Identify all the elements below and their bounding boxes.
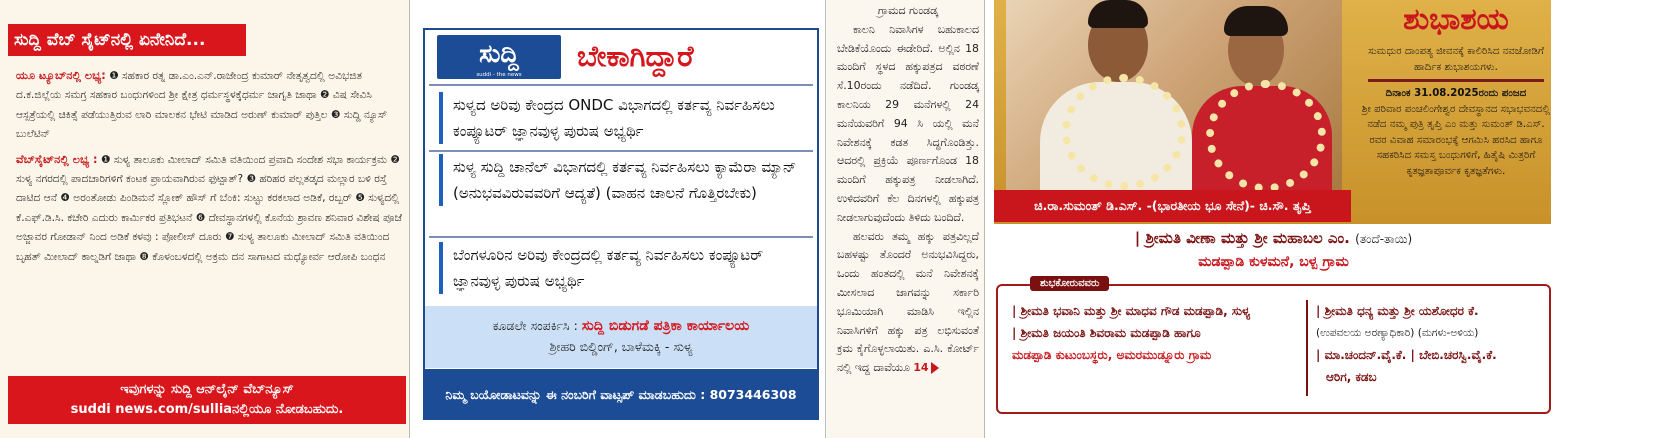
website-section-label: ವೆಬ್‌ಸೈಟ್‌ನಲ್ಲಿ ಲಭ್ಯ : bbox=[16, 152, 98, 166]
wanted-ad-title: ಬೇಕಾಗಿದ್ದಾರೆ bbox=[577, 39, 694, 73]
job-item-ondc: ಸುಳ್ಯದ ಅರಿವು ಕೇಂದ್ರದ ONDC ವಿಭಾಗದಲ್ಲಿ ಕರ್ತವ್ಯ ನಿರ್ವಹಿಸಲು ಕಂಪ್ಯೂಟರ್ ಜ್ಞಾನವುಳ್ಳ ಪುರುಷ ಅಭ್ಯರ್ಥಿ bbox=[439, 92, 807, 144]
greeting-panel bbox=[1356, 0, 1556, 220]
parents-names-text: ಶ್ರೀಮತಿ ವೀಣಾ ಮತ್ತು ಶ್ರೀ ಮಹಾಬಲ ಎಂ. bbox=[1145, 229, 1350, 247]
well-wishers-right bbox=[1316, 300, 1546, 388]
website-highlights-column bbox=[0, 0, 410, 438]
website-highlights-body bbox=[16, 66, 404, 272]
bride-hair bbox=[1224, 6, 1288, 36]
divider bbox=[1306, 300, 1308, 396]
well-wishers-left bbox=[1012, 300, 1300, 366]
contact-office-name: ಸುದ್ದಿ ಬಿಡುಗಡೆ ಪತ್ರಿಕಾ ಕಾರ್ಯಾಲಯ bbox=[581, 318, 750, 334]
suddi-logo-text: ಸುದ್ದಿ bbox=[479, 39, 519, 68]
groom-hair bbox=[1088, 0, 1148, 28]
well-wisher-entry: | ಶ್ರೀಮತಿ ಜಯಂತಿ ಶಿವರಾಮ ಮಡಪ್ಪಾಡಿ ಹಾಗೂ bbox=[1012, 326, 1201, 340]
news-article-body bbox=[837, 2, 979, 378]
whatsapp-number-banner[interactable]: ನಿಮ್ಮ ಬಯೋಡಾಟವನ್ನು ಈ ನಂಬರಿಗೆ ವಾಟ್ಸಪ್ ಮಾಡಬಹುದು : 8073446308 bbox=[425, 369, 817, 420]
youtube-section-text: ❶ ಸಹಕಾರ ರತ್ನ ಡಾ.ಎಂ.ಎನ್.ರಾಜೇಂದ್ರ ಕುಮಾರ್ ನೇತೃತ್ವದಲ್ಲಿ ಅವಿಭಜಿತ ದ.ಕ.ಜಿಲ್ಲೆಯ ಸಮಗ್ರ ಸಹಕಾರ ಬಂಧುಗಳಿಂದ ಶ್ರೀ ಕ್ಷೇತ್ರ ಧರ್ಮಸ್ಥಳಕ್ಕೆಧರ್ಮ ಜಾಗೃತಿ ಜಾಥಾ ❷ ವಿಷ ಸೇವಿಸಿ ಆಸ್ಪತ್ರೆಯಲ್ಲಿ ಚಿಕಿತ್ಸೆ ಪಡೆಯುತ್ತಿರುವ ಲಾರಿ ಮಾಲಕನ ಭೇಟಿ ಮಾಡಿದ ಅರುಣ್ ಕುಮಾರ್ ಪುತ್ತಿಲ ❸ ಸುದ್ದಿ ನ್ಯೂಸ್ ಬುಲೆಟಿನ್ bbox=[16, 70, 388, 141]
well-wisher-place: ಮಡಪ್ಪಾಡಿ ಕುಟುಂಬಸ್ಥರು, ಅಮರಮುಡ್ನೂರು ಗ್ರಾಮ bbox=[1012, 348, 1212, 362]
divider bbox=[429, 236, 813, 238]
wanted-ad bbox=[423, 28, 819, 420]
parents-relation: (ತಂದೆ-ತಾಯಿ) bbox=[1355, 232, 1413, 246]
parents-names bbox=[996, 226, 1551, 251]
bride-garland bbox=[1206, 80, 1326, 190]
well-wisher-entry bbox=[1012, 344, 1300, 366]
page-margin bbox=[1551, 0, 1661, 438]
contact-line bbox=[425, 316, 817, 336]
youtube-section bbox=[16, 66, 404, 145]
well-wisher-relation: (ಉಪವಲಯ ಅರಣ್ಯಾಧಿಕಾರಿ) (ಮಗಳು-ಅಳಿಯ) bbox=[1316, 327, 1479, 339]
news-article-column bbox=[827, 0, 985, 438]
website-highlights-heading: ಸುದ್ದಿ ವೆಬ್ ಸೈಟ್‌ನಲ್ಲಿ ಏನೇನಿದೆ... bbox=[8, 24, 246, 56]
continue-arrow-icon[interactable] bbox=[931, 362, 939, 374]
divider bbox=[1368, 79, 1544, 82]
website-section bbox=[16, 150, 404, 267]
parents-block bbox=[996, 226, 1551, 274]
youtube-section-label: ಯೂ ಟ್ಯೂಬ್‌ನಲ್ಲಿ ಲಭ್ಯ: bbox=[16, 69, 106, 82]
suddi-logo bbox=[437, 35, 561, 79]
article-lead: ಗ್ರಾಮದ ಗುಂಡಡ್ಕ bbox=[877, 4, 939, 17]
well-wishers-box bbox=[996, 278, 1551, 414]
greeting-line2: ಶ್ರೀ ಪರಿವಾರ ಪಂಚಲಿಂಗೇಶ್ವರ ದೇವಸ್ಥಾನದ ಸಭಾಭವನದಲ್ಲಿ ನಡೆದ ನಮ್ಮ ಪುತ್ರಿ ತೃಪ್ತಿ ಎಂ ಮತ್ತು ಸುಮಂತ್ ಡಿ.ಎಸ್. ರವರ ವಿವಾಹ ಸಮಾರಂಭಕ್ಕೆ ಆಗಮಿಸಿ ಹರಸಿದ ಹಾಗೂ ಸಹಕರಿಸಿದ ಸಮಸ್ತ ಬಂಧುಗಳಿಗೆ, ಹಿತೈಷಿ ಮಿತ್ರರಿಗೆ ಕೃತಜ್ಞತಾಪೂರ್ವಕ ಕೃತಜ್ಞತೆಗಳು. bbox=[1361, 103, 1551, 177]
greeting-date: ದಿನಾಂಕ 31.08.2025ರಂದು ಪಂಜದ bbox=[1385, 88, 1527, 99]
wedding-couple-photo bbox=[1006, 0, 1342, 190]
article-paragraph bbox=[837, 228, 979, 378]
website-section-text: ❶ ಸುಳ್ಯ ತಾಲೂಕು ಮೀಲಾದ್ ಸಮಿತಿ ವತಿಯಿಂದ ಪ್ರವಾದಿ ಸಂದೇಶ ಸಭಾ ಕಾರ್ಯಕ್ರಮ ❷ ಸುಳ್ಯ ನಗರದಲ್ಲಿ ಪಾದಚಾರಿಗಳಿಗೆ ಕಂಟಕ ಪ್ರಾಯವಾಗಿರುವ ಫುಟ್ಪಾತ್? ❸ ಹರಿಹರ ಪಲ್ಲತಡ್ಕದ ಮಲ್ಲಾರ ಬಳಿ ರಸ್ತೆ ದಾಟಿದ ಆನೆ ❹ ಅರಂತೋಡು ಪಿಂಡಿಮನೆ ಸ್ಲೋಕ್ ಹೌಸ್ ಗೆ ಬೆಂಕಿ: ಸುಟ್ಟು ಕರಕಲಾದ ಅಡಿಕೆ, ರಬ್ಬರ್ ❺ ಸುಳ್ಯದಲ್ಲಿ ಕೆ.ಎಫ್.ಡಿ.ಸಿ. ಕಚೇರಿ ಎದುರು ಕಾರ್ಮಿಕರ ಪ್ರತಿಭಟನೆ ❻ ದೇವಸ್ಥಾನಗಳಲ್ಲಿ ಕೊನೆಯ ಶ್ರಾವಣ ಶನಿವಾರ ವಿಶೇಷ ಪೂಜೆ ಅಜ್ಜಾವರ ಗೋಡಾನ್ ನಿಂದ ಅಡಿಕೆ ಕಳವು : ಪೋಲೀಸ್ ದೂರು ❼ ಸುಳ್ಯ ತಾಲೂಕು ಮೀಲಾದ್ ಸಮಿತಿ ವತಿಯಿಂದ ಬೃಹತ್ ಮೀಲಾದ್ ಕಾಲ್ನಡಿಗೆ ಜಾಥಾ ❽ ಕೊಳಂಬಳದಲ್ಲಿ ಅಕ್ರಮ ದನ ಸಾಗಾಟದ ಮಧ್ಯೋರ್ವ ಆರೋಪಿ ಬಂಧನ bbox=[16, 153, 403, 263]
well-wisher-name: ಶ್ರೀಮತಿ ಜಯಂತಿ ಶಿವರಾಮ ಮಡಪ್ಪಾಡಿ ಹಾಗೂ bbox=[1020, 326, 1201, 340]
greeting-text bbox=[1360, 44, 1552, 179]
groom-garland bbox=[1062, 74, 1186, 190]
job-item-bengaluru: ಬೆಂಗಳೂರಿನ ಅರಿವು ಕೇಂದ್ರದಲ್ಲಿ ಕರ್ತವ್ಯ ನಿರ್ವಹಿಸಲು ಕಂಪ್ಯೂಟರ್ ಜ್ಞಾನವುಳ್ಳ ಪುರುಷ ಅಭ್ಯರ್ಥಿ bbox=[439, 242, 807, 294]
wanted-ad-column bbox=[411, 0, 826, 438]
website-footer-line1: ಇವುಗಳನ್ನು ಸುದ್ದಿ ಆನ್‌ಲೈನ್ ವೆಬ್‌ನ್ಯೂಸ್ bbox=[120, 382, 294, 397]
divider bbox=[429, 84, 813, 86]
greeting-line1: ಸುಮಧುರ ದಾಂಪತ್ಯ ಜೀವನಕ್ಕೆ ಕಾಲಿರಿಸಿದ ನವಜೋಡಿಗೆ ಹಾರ್ದಿಕ ಶುಭಾಶಯಗಳು. bbox=[1368, 46, 1544, 73]
job-item-cameraman: ಸುಳ್ಯ ಸುದ್ದಿ ಚಾನೆಲ್ ವಿಭಾಗದಲ್ಲಿ ಕರ್ತವ್ಯ ನಿರ್ವಹಿಸಲು ಕ್ಯಾಮೆರಾ ಮ್ಯಾನ್ (ಅನುಭವವಿರುವವರಿಗೆ ಆದ್ಯತೆ) (ವಾಹನ ಚಾಲನೆ ಗೊತ್ತಿರಬೇಕು) bbox=[439, 154, 807, 206]
couple-names-caption: ಚಿ.ರಾ.ಸುಮಂತ್ ಡಿ.ಎಸ್. -(ಭಾರತೀಯ ಭೂ ಸೇನೆ)- ಚಿ.ಸೌ. ತೃಪ್ತಿ bbox=[994, 190, 1351, 222]
divider bbox=[429, 150, 813, 152]
bullet-bar: | bbox=[1134, 229, 1141, 247]
suddi-logo-tagline: suddi - the news bbox=[476, 72, 522, 78]
well-wisher-name: ಮಾ.ಚಂದನ್.ವೈ.ಕೆ. | ಬೇಬಿ.ಚರಸ್ವಿ.ವೈ.ಕೆ. bbox=[1324, 348, 1497, 362]
contact-box bbox=[425, 306, 817, 368]
well-wisher-place: ಆರಿಗ, ಕಡಬ bbox=[1326, 370, 1377, 384]
well-wisher-entry: | ಶ್ರೀಮತಿ ಧನ್ಯ ಮತ್ತು ಶ್ರೀ ಯಶೋಧರ ಕೆ. bbox=[1316, 304, 1479, 318]
continued-page-number[interactable]: 14 bbox=[913, 361, 929, 375]
well-wisher-name: ಶ್ರೀಮತಿ ಭವಾನಿ ಮತ್ತು ಶ್ರೀ ಮಾಧವ ಗೌಡ ಮಡಪ್ಪಾಡಿ, ಸುಳ್ಯ bbox=[1020, 304, 1251, 318]
wedding-greeting-column bbox=[986, 0, 1661, 438]
greeting-title: ಶುಭಾಶಯ bbox=[1403, 2, 1509, 37]
contact-address: ಶ್ರೀಹರಿ ಬಿಲ್ಡಿಂಗ್, ಬಾಳೆಮಕ್ಕಿ - ಸುಳ್ಯ bbox=[549, 339, 693, 354]
well-wisher-entry: | ಶ್ರೀಮತಿ ಭವಾನಿ ಮತ್ತು ಶ್ರೀ ಮಾಧವ ಗೌಡ ಮಡಪ್ಪಾಡಿ, ಸುಳ್ಯ bbox=[1012, 304, 1251, 318]
well-wishers-tag: ಶುಭಕೋರುವವರು bbox=[1030, 276, 1109, 291]
article-paragraph: ಕಾಲನಿ ನಿವಾಸಿಗಳ ಬಹುಕಾಲದ ಬೇಡಿಕೆಯೊಂದು ಈಡೇರಿದೆ. ಅಲ್ಲಿನ 18 ಮಂದಿಗೆ ಸ್ಥಳದ ಹಕ್ಕುಪತ್ರದ ವಠರಣೆ ಸೆ.10ರಂದು ನಡೆದಿದೆ. ಗುಂಡಡ್ಕ ಕಾಲನಿಯ 29 ಮನೆಗಳಲ್ಲಿ 24 ಮನೆಯವರಿಗೆ 94 ಸಿ ಯಲ್ಲಿ ಮನೆ ನಿವೇಶನಕ್ಕೆ ಕಡತ ಸಿದ್ಧಗೊಂಡಿತ್ತು. ಆದರಲ್ಲಿ ಪ್ರಕ್ರಿಯೆ ಪೂರ್ಣಗೊಂಡ 18 ಮಂದಿಗೆ ಹಕ್ಕುಪತ್ರ ನೀಡಲಾಗಿದೆ. ಉಳಿದವರಿಗೆ ಕೆಲ ದಿನಗಳಲ್ಲಿ ಹಕ್ಕುಪತ್ರ ನೀಡಲಾಗುವುದೆಂದು ತಿಳಿದು ಬಂದಿದೆ. bbox=[837, 22, 979, 224]
parents-place: ಮಡಪ್ಪಾಡಿ ಕುಳಮನೆ, ಬಳ್ಪ ಗ್ರಾಮ bbox=[1198, 254, 1349, 270]
website-footer-banner[interactable] bbox=[8, 376, 406, 424]
website-footer-url[interactable]: suddi news.com/sulliaನಲ್ಲಿಯೂ ನೋಡಬಹುದು. bbox=[70, 402, 344, 417]
article-paragraph-text: ಹಲವರು ತಮ್ಮ ಹಕ್ಕು ಪತ್ರವಿಲ್ಲದೆ ಬಹಳಷ್ಟು ತೊಂದರೆ ಅನುಭವಿಸಿದ್ದರು, ಒಂದು ಹಂತದಲ್ಲಿ ಮನೆ ನಿವೇಶನಕ್ಕೆ ಮೀಸಲಾದ ಜಾಗವನ್ನು ಸರ್ಕಾರಿ ಭೂಮಿಯಾಗಿ ಮಾಡಿಸಿ ಇಲ್ಲಿನ ನಿವಾಸಿಗಳಿಗೆ ಹಕ್ಕು ಪತ್ರ ಲಭಿಸುವಂತೆ ಕ್ರಮ ಕೈಗೊಳ್ಳಲಾಯಿತು. ಎ.ಸಿ. ಕೋರ್ಟ್ ನಲ್ಲಿ ಇದ್ದ ದಾವೆಯೂ bbox=[837, 229, 979, 375]
well-wisher-name: ಶ್ರೀಮತಿ ಧನ್ಯ ಮತ್ತು ಶ್ರೀ ಯಶೋಧರ ಕೆ. bbox=[1324, 304, 1479, 318]
well-wisher-entry: | ಮಾ.ಚಂದನ್.ವೈ.ಕೆ. | ಬೇಬಿ.ಚರಸ್ವಿ.ವೈ.ಕೆ. bbox=[1316, 348, 1497, 362]
contact-prefix: ಕೂಡಲೇ ಸಂಪರ್ಕಿಸಿ : bbox=[492, 318, 578, 333]
